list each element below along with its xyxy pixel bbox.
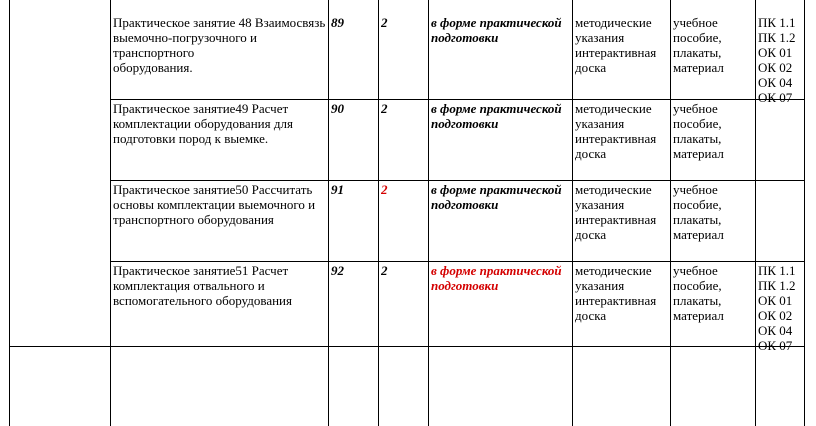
column-border [428, 0, 429, 426]
form-cell: в форме практической подготовки [431, 263, 562, 293]
methods-cell: методические указания интерактивная доска [575, 101, 657, 161]
aids-cell: учебное пособие, плакаты, материал [673, 182, 724, 242]
methods-cell: методические указания интерактивная доска [575, 182, 657, 242]
topic-cell: Практическое занятие50 Рассчитать основы комплектации выемочного и транспортного оборудования [113, 182, 316, 227]
aids-cell: учебное пособие, плакаты, материал [673, 263, 724, 323]
column-border [755, 0, 756, 426]
aids-cell: учебное пособие, плакаты, материал [673, 101, 724, 161]
hours-cell: 2 [381, 263, 388, 278]
form-cell: в форме практической подготовки [431, 15, 562, 45]
topic-cell: Практическое занятие 48 Взаимосвязь выемочно-погрузочного и транспортного оборудования. [113, 15, 326, 75]
row-border [9, 346, 805, 347]
column-border [9, 0, 10, 426]
lesson-number: 92 [331, 263, 344, 278]
methods-cell: методические указания интерактивная доска [575, 263, 657, 323]
row-border [110, 261, 805, 262]
competencies-cell: ПК 1.1 ПК 1.2 ОК 01 ОК 02 ОК 04 ОК 07 [758, 15, 796, 105]
row-border [110, 99, 805, 100]
hours-cell: 2 [381, 182, 388, 197]
hours-cell: 2 [381, 101, 388, 116]
row-border [110, 180, 805, 181]
topic-cell: Практическое занятие49 Расчет комплектации оборудования для подготовки пород к выемке. [113, 101, 293, 146]
column-border [804, 0, 805, 426]
aids-cell: учебное пособие, плакаты, материал [673, 15, 724, 75]
column-border [670, 0, 671, 426]
methods-cell: методические указания интерактивная доска [575, 15, 657, 75]
lesson-number: 91 [331, 182, 344, 197]
hours-cell: 2 [381, 15, 388, 30]
topic-cell: Практическое занятие51 Расчет комплектация отвального и вспомогательного оборудования [113, 263, 292, 308]
form-cell: в форме практической подготовки [431, 101, 562, 131]
form-cell: в форме практической подготовки [431, 182, 562, 212]
lesson-number: 89 [331, 15, 344, 30]
column-border [110, 0, 111, 426]
column-border [572, 0, 573, 426]
lesson-number: 90 [331, 101, 344, 116]
column-border [378, 0, 379, 426]
competencies-cell: ПК 1.1 ПК 1.2 ОК 01 ОК 02 ОК 04 ОК 07 [758, 263, 796, 353]
